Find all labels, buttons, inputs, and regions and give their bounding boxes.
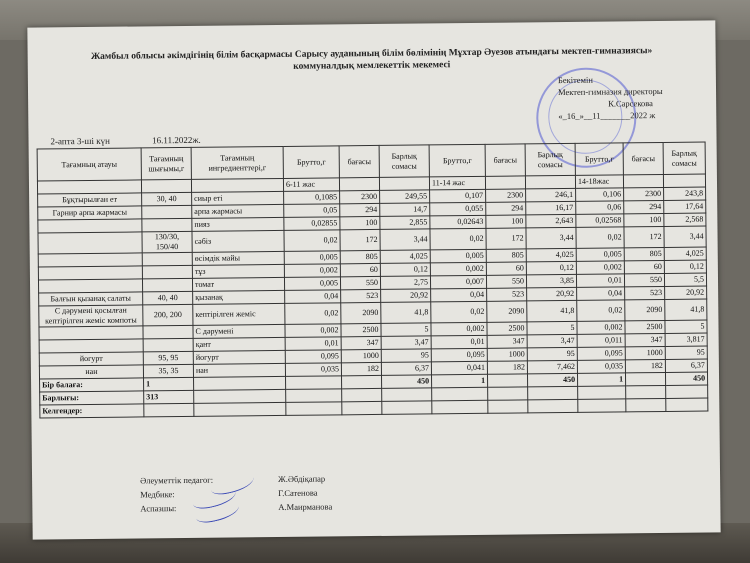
portion-cell	[142, 252, 192, 266]
value-cell: 0,002	[431, 322, 487, 336]
value-cell: 2090	[487, 301, 527, 322]
value-cell: 0,01	[431, 335, 487, 349]
approval-name: К.Сарсекова	[608, 98, 653, 109]
value-cell: 2500	[487, 322, 527, 335]
value-cell: 523	[487, 288, 527, 301]
ingredient-cell: қант	[193, 337, 285, 351]
value-cell: 2300	[486, 189, 526, 202]
value-cell: 0,095	[285, 350, 341, 364]
value-cell: 0,04	[577, 287, 625, 301]
value-cell: 0,04	[431, 288, 487, 302]
total-6-11: 450	[381, 375, 431, 389]
ingredient-cell: С дәрумені	[193, 324, 285, 338]
value-cell: 805	[486, 249, 526, 262]
value-cell: 4,025	[380, 250, 430, 264]
value-cell: 0,02	[285, 303, 341, 325]
value-cell: 2090	[625, 299, 665, 320]
value-cell: 1000	[487, 348, 527, 361]
value-cell: 0,095	[431, 348, 487, 362]
dish-name-cell	[38, 232, 142, 254]
value-cell: 347	[341, 336, 381, 349]
dish-name-cell: нан	[39, 365, 143, 379]
col-header: Брутто,г	[429, 144, 485, 177]
value-cell: 3,85	[526, 274, 576, 288]
value-cell: 0,005	[576, 248, 624, 262]
value-cell: 0,055	[430, 202, 486, 216]
portion-cell	[142, 218, 192, 232]
value-cell: 3,44	[526, 227, 576, 249]
value-cell: 0,035	[577, 360, 625, 374]
col-header: Брутто,г	[283, 146, 339, 179]
dish-name-cell	[38, 219, 142, 233]
value-cell: 60	[624, 260, 664, 273]
value-cell: 6,37	[381, 362, 431, 376]
ingredient-cell: арпа жармасы	[192, 204, 284, 218]
approval-date: «_16_»__11_______2022 ж	[558, 110, 656, 122]
signature-name: Ж.Әбдіқапар	[278, 473, 326, 485]
dish-name-cell: С дәрумені қосылған кептірілген жеміс компоты	[39, 305, 143, 327]
value-cell: 172	[340, 229, 380, 250]
value-cell: 3,47	[381, 336, 431, 350]
dish-name-cell: Балғын қызанақ салаты	[39, 292, 143, 306]
value-cell: 100	[486, 215, 526, 228]
value-cell: 182	[341, 362, 381, 375]
value-cell: 0,1085	[284, 191, 340, 205]
value-cell: 0,041	[431, 361, 487, 375]
value-cell: 20,92	[381, 289, 431, 303]
portion-cell: 35, 35	[143, 364, 193, 378]
portion-cell	[142, 265, 192, 279]
value-cell: 95	[381, 349, 431, 363]
value-cell: 805	[340, 250, 380, 263]
value-cell: 0,106	[576, 188, 624, 202]
value-cell: 1000	[341, 349, 381, 362]
value-cell: 805	[624, 247, 664, 260]
total-value: 313	[144, 390, 194, 404]
value-cell: 4,025	[664, 247, 706, 260]
portion-cell: 40, 40	[143, 291, 193, 305]
value-cell: 0,06	[576, 201, 624, 215]
total-11-14: 450	[527, 373, 577, 387]
dish-name-cell: Гарнир арпа жармасы	[38, 206, 142, 220]
value-cell: 2300	[624, 187, 664, 200]
dish-name-cell: йогурт	[39, 352, 143, 366]
value-cell: 294	[624, 200, 664, 213]
dish-name-cell	[38, 266, 142, 280]
value-cell: 7,462	[527, 360, 577, 374]
col-header: бағасы	[339, 145, 379, 177]
portion-cell: 130/30, 150/40	[142, 231, 192, 253]
value-cell: 523	[341, 289, 381, 302]
value-cell: 0,005	[430, 249, 486, 263]
value-cell: 3,47	[527, 334, 577, 348]
value-cell: 2,855	[380, 216, 430, 230]
value-cell: 20,92	[665, 286, 707, 299]
portion-cell	[142, 205, 192, 219]
value-cell: 0,02	[577, 300, 625, 322]
col-header: Тағамның атауы	[37, 148, 141, 181]
value-cell: 41,8	[381, 302, 431, 324]
value-cell: 95	[665, 346, 707, 359]
value-cell: 2500	[625, 320, 665, 333]
value-cell: 2,75	[380, 276, 430, 290]
ingredient-cell: тұз	[192, 264, 284, 278]
signature-role: Аспазшы:	[140, 503, 177, 514]
value-cell: 3,44	[664, 226, 706, 247]
value-cell: 60	[486, 262, 526, 275]
value-cell: 0,02643	[430, 215, 486, 229]
value-cell: 5,5	[664, 273, 706, 286]
value-cell: 41,8	[665, 299, 707, 320]
value-cell: 0,005	[284, 277, 340, 291]
ingredient-cell: өсімдік майы	[192, 251, 284, 265]
dish-name-cell	[39, 339, 143, 353]
portion-cell	[142, 278, 192, 292]
portion-cell	[143, 338, 193, 352]
col-header: Тағамның шығымы,г	[141, 147, 191, 180]
value-cell: 100	[624, 213, 664, 226]
value-cell: 0,12	[380, 263, 430, 277]
value-cell: 0,107	[430, 189, 486, 203]
value-cell: 0,02	[431, 301, 487, 323]
value-cell: 294	[486, 202, 526, 215]
portion-cell: 30, 40	[142, 192, 192, 206]
value-cell: 2,568	[664, 213, 706, 226]
approval-title: Бекітемін	[557, 74, 593, 86]
value-cell: 0,02	[284, 230, 340, 252]
value-cell: 0,02	[576, 227, 624, 249]
value-cell: 5	[527, 321, 577, 335]
value-cell: 0,04	[285, 290, 341, 304]
value-cell: 0,01	[285, 337, 341, 351]
value-cell: 0,002	[285, 324, 341, 338]
value-cell: 246,1	[526, 188, 576, 202]
value-cell: 523	[625, 286, 665, 299]
col-header: Барлық сомасы	[663, 142, 705, 174]
age-group-label: 11-14 жас	[429, 176, 485, 190]
value-cell: 0,02568	[576, 214, 624, 228]
value-cell: 60	[340, 263, 380, 276]
value-cell: 20,92	[527, 287, 577, 301]
ingredient-cell: нан	[193, 363, 285, 377]
col-header: Барлық сомасы	[379, 145, 429, 178]
value-cell: 2090	[341, 302, 381, 323]
menu-table	[37, 142, 709, 419]
value-cell: 0,12	[664, 260, 706, 273]
value-cell: 0,002	[577, 321, 625, 335]
value-cell: 347	[625, 333, 665, 346]
col-header: Тағамның ингредиенттері,г	[191, 146, 283, 179]
age-group-label: 14-18жас	[575, 175, 623, 189]
value-cell: 0,095	[577, 347, 625, 361]
menu-date: 16.11.2022ж.	[152, 134, 201, 146]
value-cell: 2500	[341, 323, 381, 336]
date-line	[50, 134, 240, 146]
value-cell: 95	[527, 347, 577, 361]
value-cell: 0,02855	[284, 217, 340, 231]
signature-name: А.Маирманова	[278, 501, 333, 513]
value-cell: 172	[624, 226, 664, 247]
total-label: Барлығы:	[40, 391, 144, 405]
value-cell: 100	[340, 216, 380, 229]
menu-document	[27, 20, 720, 539]
value-cell: 14,7	[380, 203, 430, 217]
value-cell: 0,002	[284, 264, 340, 278]
header-line-1: Жамбыл облысы әкімдігінің білім басқармасы Сарысу ауданының білім бөлімінің Мұхтар Әуезов атындағы мектеп-гимназиясы»	[90, 46, 653, 62]
value-cell: 0,035	[285, 363, 341, 377]
dish-name-cell	[39, 326, 143, 340]
portion-cell: 200, 200	[143, 304, 193, 326]
value-cell: 4,025	[526, 248, 576, 262]
value-cell: 182	[487, 361, 527, 374]
ingredient-cell: пияз	[192, 217, 284, 231]
col-header: Барлық сомасы	[525, 143, 575, 176]
value-cell: 243,8	[664, 187, 706, 200]
value-cell: 16,17	[526, 201, 576, 215]
ingredient-cell: йогурт	[193, 350, 285, 364]
value-cell: 0,011	[577, 334, 625, 348]
value-cell: 0,02	[430, 228, 486, 250]
age-group-label: 6-11 жас	[283, 178, 339, 192]
dish-name-cell: Бұқтырылған ет	[38, 193, 142, 207]
value-cell: 0,005	[284, 251, 340, 265]
signature-role: Медбике:	[140, 489, 175, 500]
value-cell: 0,12	[526, 261, 576, 275]
value-cell: 17,64	[664, 200, 706, 213]
col-header: бағасы	[485, 144, 525, 176]
value-cell: 550	[486, 275, 526, 288]
dish-name-cell	[38, 279, 142, 293]
ingredient-cell: кептірілген жеміс	[193, 303, 285, 325]
count-14-18: 1	[577, 373, 625, 387]
value-cell: 0,01	[576, 274, 624, 288]
value-cell: 550	[340, 276, 380, 289]
header-line-2: коммуналдық мемлекеттік мекемесі	[293, 60, 451, 72]
value-cell: 182	[625, 359, 665, 372]
attendance-label: Келгендер:	[40, 404, 144, 418]
value-cell: 3,44	[380, 229, 430, 251]
value-cell: 0,002	[430, 262, 486, 276]
approval-role: Мектеп-гимназия директоры	[557, 85, 663, 98]
count-11-14: 1	[431, 374, 487, 388]
per-child-count: 1	[144, 377, 194, 391]
value-cell: 6,37	[665, 359, 707, 372]
value-cell: 2,643	[526, 214, 576, 228]
value-cell: 347	[487, 335, 527, 348]
total-14-18: 450	[665, 372, 707, 385]
value-cell: 294	[340, 203, 380, 216]
value-cell: 41,8	[527, 300, 577, 322]
signature-name: Г.Сатенова	[278, 487, 318, 499]
value-cell: 5	[665, 320, 707, 333]
portion-cell	[143, 325, 193, 339]
value-cell: 3,817	[665, 333, 707, 346]
value-cell: 1000	[625, 346, 665, 359]
col-header: бағасы	[623, 142, 663, 174]
approval-block	[558, 73, 663, 122]
col-header: Брутто,г	[575, 143, 623, 176]
value-cell: 2300	[340, 190, 380, 203]
signature-role: Әлеуметтік педагог:	[140, 474, 214, 486]
per-child-label: Бір балаға:	[40, 378, 144, 392]
value-cell: 0,05	[284, 204, 340, 218]
ingredient-cell: томат	[192, 277, 284, 291]
value-cell: 0,002	[576, 261, 624, 275]
ingredient-cell: сиыр еті	[192, 191, 284, 205]
ingredient-cell: сәбіз	[192, 230, 284, 252]
ingredient-cell: қызанақ	[193, 290, 285, 304]
dish-name-cell	[38, 253, 142, 267]
week-day: 2-апта 3-ші күн	[50, 135, 110, 147]
value-cell: 5	[381, 323, 431, 337]
value-cell: 172	[486, 228, 526, 249]
value-cell: 0,007	[430, 275, 486, 289]
value-cell: 550	[624, 273, 664, 286]
value-cell: 249,55	[380, 190, 430, 204]
portion-cell: 95, 95	[143, 351, 193, 365]
